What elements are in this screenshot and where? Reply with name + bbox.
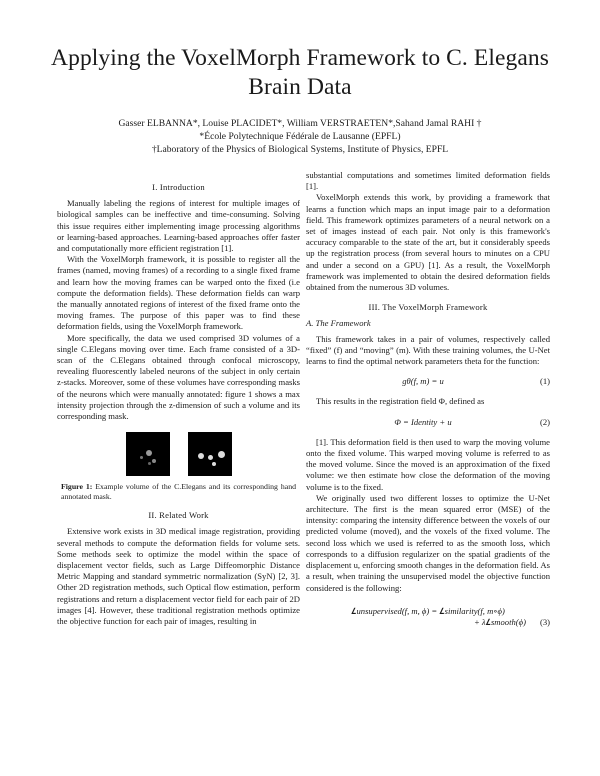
intro-paragraph-2: With the VoxelMorph framework, it is possible to register all the frames (named, moving frames) of a recording to a single fixed frame and learn how the moving frames can be warped onto the fixed (i.e compute the deformation fields). These deformation fields can warp the manually annotated regions of interest of the fixed frame onto the moving frames. The purpose of this paper was to find these deformation fields, using the VoxelMorph framework.: [57, 254, 300, 332]
subsection-heading-framework: A. The Framework: [306, 318, 371, 329]
figure-1-label: Figure 1:: [61, 482, 93, 492]
intro-paragraph-1: Manually labeling the regions of interest for multiple images of biological samples can be ineffective and time-consuming. Solving this issue requires either implementing image processing algorithms or learning-based approaches. Learning-based approaches offer faster and computationally more efficient registration [1].: [57, 198, 300, 254]
equation-3-number: (3): [539, 616, 550, 627]
figure-1: [57, 432, 300, 476]
annotated-mask-image: [188, 432, 232, 476]
author-block: [30, 117, 570, 156]
right-column: [306, 170, 550, 628]
left-column: [57, 178, 300, 627]
framework-paragraph-3: [1]. This deformation field is then used to warp the moving volume onto the fixed volume. This warped moving volume is referred to as the moved volume. Since the moved is an approximation of the fixed volume: we then estimate how close the deformation of the moving volume is to the fixed.: [306, 436, 550, 492]
volume-projection-image: [126, 432, 170, 476]
equation-3-line-2: + λ𝑳smooth(ϕ): [473, 616, 526, 627]
equation-3: [306, 606, 550, 628]
equation-2-body: Φ = Identity + u: [394, 416, 452, 427]
related-paragraph-1: Extensive work exists in 3D medical image registration, providing several methods to compute the deformation fields for volume sets. Some methods seek to optimize the model within the space of displacement vector fields, such as Large Diffeomorphic Distance Metric Mapping and standard symmetric normalization (SyN) [2, 3]. Other 2D registration methods, such Optical flow estimation, perform registrations and return a displacement vector field for each pair of 2D images [4]. However, these traditional registration methods optimize the objective function for each pair of images, resulting in: [57, 526, 300, 627]
equation-3-line-1: 𝑳unsupervised(f, m, ϕ) = 𝑳similarity(f, m∘ϕ): [351, 605, 505, 616]
author-list: Gasser ELBANNA*, Louise PLACIDET*, William VERSTRAETEN*,Sahand Jamal RAHI †: [118, 118, 482, 129]
equation-2: [306, 417, 550, 428]
figure-1-caption: [61, 482, 296, 502]
framework-paragraph-2: This results in the registration field Φ, defined as: [316, 396, 485, 407]
equation-1: [306, 376, 550, 387]
paper-title: Applying the VoxelMorph Framework to C. Elegans Brain Data: [51, 45, 549, 100]
equation-3-line-2-wrap: [306, 617, 550, 628]
framework-paragraph-1: This framework takes in a pair of volumes, respectively called “fixed” (f) and “moving” (m). With these training volumes, the U-Net learns to find the optimal network parameters theta for the function:: [306, 333, 550, 367]
equation-2-number: (2): [539, 416, 550, 427]
figure-1-caption-text: Example volume of the C.Elegans and its corresponding hand annotated mask.: [61, 482, 296, 502]
equation-1-body: gθ(f, m) = u: [402, 376, 444, 387]
equation-1-number: (1): [539, 376, 550, 387]
related-paragraph-2: VoxelMorph extends this work, by providing a framework that learns a function which maps an input image pair to a deformation field. This framework optimizes parameters of a neural network on a set of images instead of each pair. Not only is this framework's accuracy comparable to the state of the art, but it considerably speeds up the registration process (from several hours to minutes on a CPU and under a second on a GPU) [1]. As a result, the VoxelMorph framework was implemented to obtain the desired deformation fields obtained from the numerous 3D volumes.: [306, 192, 550, 293]
framework-paragraph-4: We originally used two different losses to optimize the U-Net architecture. The first is the mean squared error (MSE) of the intensity: comparing the intensity difference between the voxels of our predicted volume (moved), and the voxels of the fixed volume. The second loss which we used is referred to as the smooth loss, which corresponds to a diffusion regularizer on the spatial gradients of the displacement u, enforcing smooth changes in the deformation field. As a result, when training the unsupervised model the objective function considered is the following:: [306, 492, 550, 593]
affiliation-lab: †Laboratory of the Physics of Biological Systems, Institute of Physics, EPFL: [151, 144, 449, 155]
section-heading-introduction: I. Introduction: [152, 182, 205, 192]
intro-paragraph-3: More specifically, the data we used comprised 3D volumes of a single C.Elegans moving over time. Each frame consisted of a 3D-scan of the C.Elegans obtained through confocal microscopy, revealing fluorescently labeled neurons of the subject in only certain z-stacks. Moreover, some of these volumes have corresponding masks of the neurons which were manually annotated: figure 1 shows a max intensity projection through the z-dimension of such a volume and its corresponding mask.: [57, 332, 300, 422]
section-heading-framework: III. The VoxelMorph Framework: [368, 302, 488, 313]
related-continuation: substantial computations and sometimes limited deformation fields [1].: [306, 170, 550, 192]
affiliation-epfl: *École Polytechnique Fédérale de Lausanne (EPFL): [199, 131, 401, 142]
section-heading-related-work: II. Related Work: [148, 510, 209, 521]
